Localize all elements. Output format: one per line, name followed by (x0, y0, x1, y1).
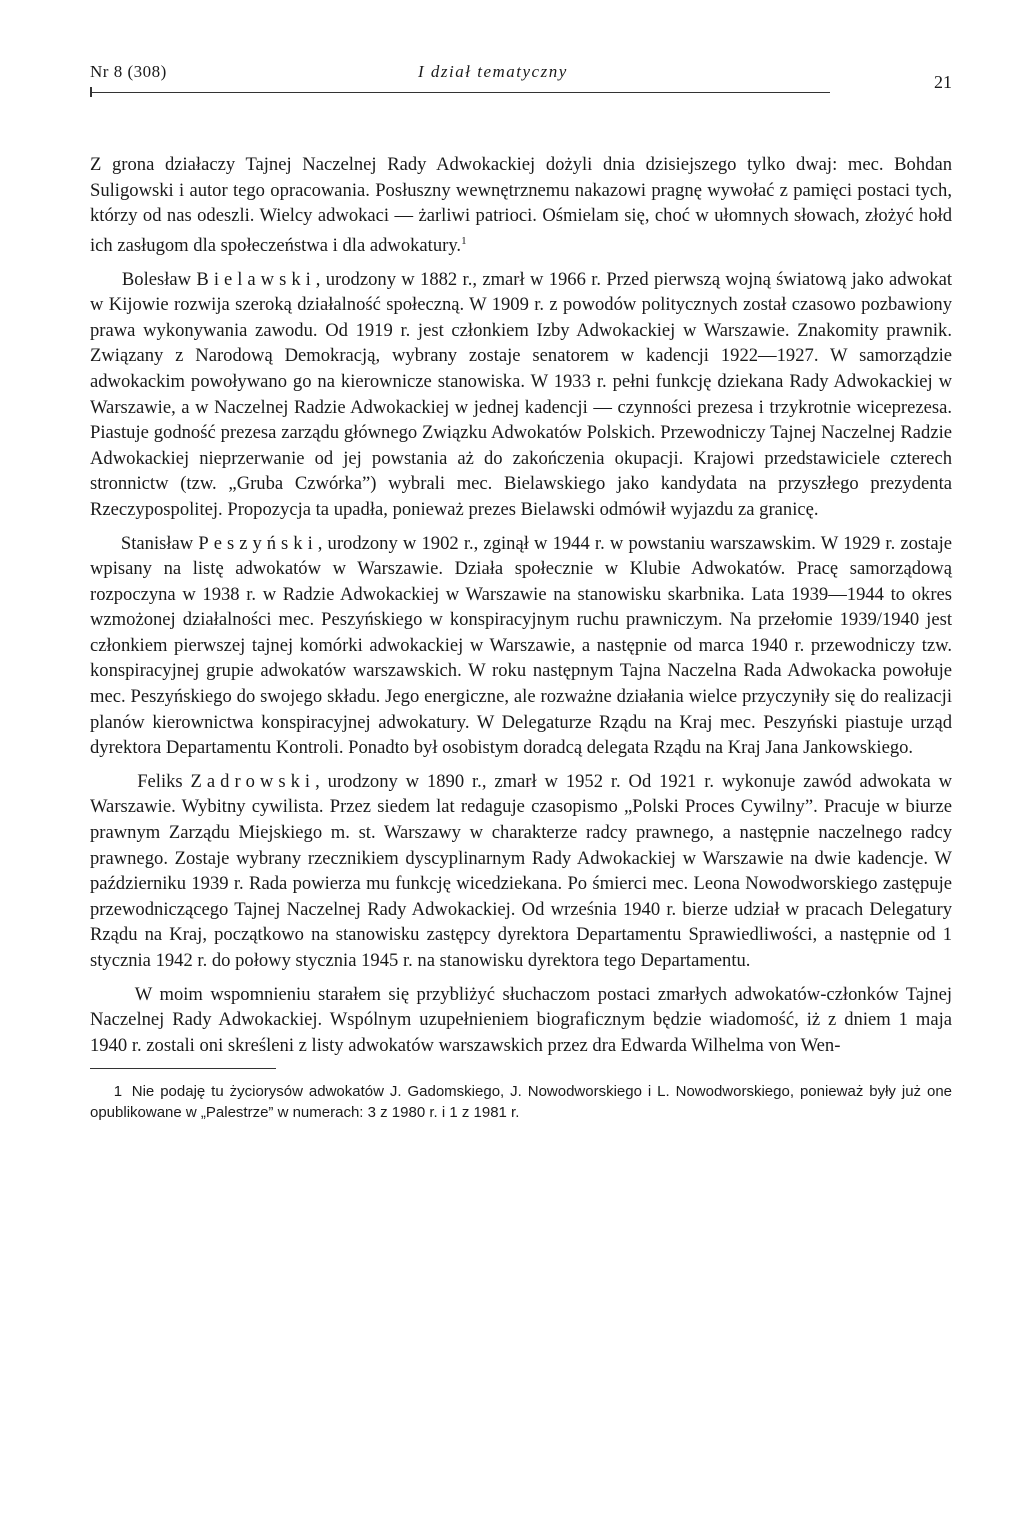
header-rule (90, 92, 830, 93)
intro-text: Z grona działaczy Tajnej Naczelnej Rady Adwokackiej dożyli dnia dzisiejszego tylko dwaj: mec. Bohdan Suligowski i autor tego opracowania. Posłuszny wewnętrznemu nakazowi pragnę wywołać z pamięci postaci tych, którzy od nas odeszli. Wielcy adwokaci — żarliwi patrioci. Ośmielam się, choć w ułomnych słowach, złożyć hołd ich zasługom dla społeczeństwa i dla adwokatury. (90, 154, 952, 256)
bio-first-name: Feliks (137, 770, 183, 792)
bio-first-name: Stanisław (120, 532, 194, 554)
running-head (90, 60, 952, 94)
bio-text: , urodzony w 1882 r., zmarł w 1966 r. Przed pierwszą wojną światową jako adwokat w Kijowie rozwija szeroką działalność społeczną. W 1909 r. z powodów politycznych został czasowo pozbawiony prawa wykonywania zawodu. Od 1919 r. jest członkiem Izby Adwokackiej w Warszawie. Znakomity prawnik. Związany z Narodową Demokracją, wybrany zostaje senatorem w kadencji 1922—1927. W samorządzie adwokackim powoływano go na kierownicze stanowiska. W 1933 r. pełni funkcję dziekana Rady Adwokackiej w Warszawie, a w Naczelnej Radzie Adwokackiej w jednej kadencji — czynności prezesa i trzykrotnie wiceprezesa. Piastuje godność prezesa zarządu głównego Związku Adwokatów Polskich. Przewodniczy Tajnej Naczelnej Radzie Adwokackiej nieprzerwanie od jej powstania aż do zakończenia okupacji. Krajowi przedstawiciele czterech stronnictw (tzw. „Gruba Czwórka”) wybrali mec. Bielawskiego jako kandydata na przyszłego prezydenta Rzeczypospolitej. Propozycja ta upadła, ponieważ prezes Bielawski odmówił wyjazdu za granicę. (90, 268, 952, 520)
bio-paragraph-peszynski (90, 531, 952, 761)
intro-paragraph (90, 152, 952, 259)
bio-surname: Peszyński (198, 532, 318, 554)
closing-text: W moim wspomnieniu starałem się przybliżyć słuchaczom postaci zmarłych adwokatów-członków Tajnej Naczelnej Rady Adwokackiej. Wspólnym uzupełnieniem biograficznym będzie wiadomość, iż z dniem 1 maja 1940 r. zostali oni skreśleni z listy adwokatów warszawskich przez dra Edwarda Wilhelma von Wen- (90, 983, 953, 1056)
footnote (90, 1081, 952, 1123)
bio-text: , urodzony w 1902 r., zginął w 1944 r. w powstaniu warszawskim. W 1929 r. zostaje wpisany na listę adwokatów w Warszawie. Działa społecznie w Klubie Adwokatów. Pracę samorządową rozpoczyna w 1938 r. w Radzie Adwokackiej w Warszawie na stanowisku skarbnika. Lata 1939—1944 to okres wzmożonej działalności mec. Peszyńskiego w konspiracyjnym ruchu prawniczym. Na przełomie 1939/1940 jest członkiem pierwszej tajnej komórki adwokackiej w Warszawie, a następnie od marca 1940 r. przewodniczy tzw. konspiracyjnej grupie adwokatów warszawskich. W roku następnym Tajna Naczelna Rada Adwokacka powołuje mec. Peszyńskiego do swojego składu. Jego energiczne, ale rozważne działania wielce przyczyniły się do realizacji planów kierownictwa konspiracyjnej adwokatury. W Delegaturze Rządu na Kraj mec. Peszyński piastuje urząd dyrektora Departamentu Kontroli. Ponadto był osobistym doradcą delegata Rządu na Kraj Jana Jankowskiego. (90, 532, 952, 759)
section-title: I dział tematyczny (418, 62, 568, 81)
issue-number: Nr 8 (308) (90, 62, 167, 81)
page-number: 21 (934, 72, 952, 92)
bio-surname: Bielawski (196, 268, 316, 290)
footnote-ref: 1 (461, 234, 467, 247)
bio-paragraph-bielawski (90, 267, 952, 523)
bio-paragraph-zadrowski (90, 769, 952, 974)
header-rule-tick (90, 87, 92, 97)
bio-text: , urodzony w 1890 r., zmarł w 1952 r. Od 1921 r. wykonuje zawód adwokata w Warszawie. Wybitny cywilista. Przez siedem lat redaguje czasopismo „Polski Proces Cywilny”. Pracuje w biurze prawnym Zarządu Miejskiego m. st. Warszawy w charakterze radcy prawnego, a następnie naczelnego radcy prawnego. Zostaje wybrany rzecznikiem dyscyplinarnym Rady Adwokackiej w Warszawie na dwie kadencje. W październiku 1939 r. Rada powierza mu funkcję wicedziekana. Po śmierci mec. Leona Nowodworskiego zastępuje przewodniczącego Tajnej Naczelnej Rady Adwokackiej. Od września 1940 r. bierze udział w pracach Delegatury Rządu na Kraj, początkowo na stanowisku zastępcy dyrektora Departamentu Sprawiedliwości, a następnie od 1 stycznia 1942 r. do połowy stycznia 1945 r. na stanowisku dyrektora tego Departamentu. (90, 770, 952, 971)
bio-first-name: Bolesław (121, 268, 192, 290)
body-text (90, 152, 952, 1058)
document-page (90, 60, 952, 1123)
footnote-rule (90, 1068, 276, 1069)
closing-paragraph (90, 982, 952, 1059)
bio-surname: Zadrowski (190, 770, 316, 792)
footnote-mark: 1 (113, 1083, 123, 1101)
footnote-text: Nie podaję tu życiorysów adwokatów J. Gadomskiego, J. Nowodworskiego i L. Nowodworskiego, ponieważ były już one opublikowane w „Palestrze” w numerach: 3 z 1980 r. i 1 z 1981 r. (90, 1083, 953, 1122)
